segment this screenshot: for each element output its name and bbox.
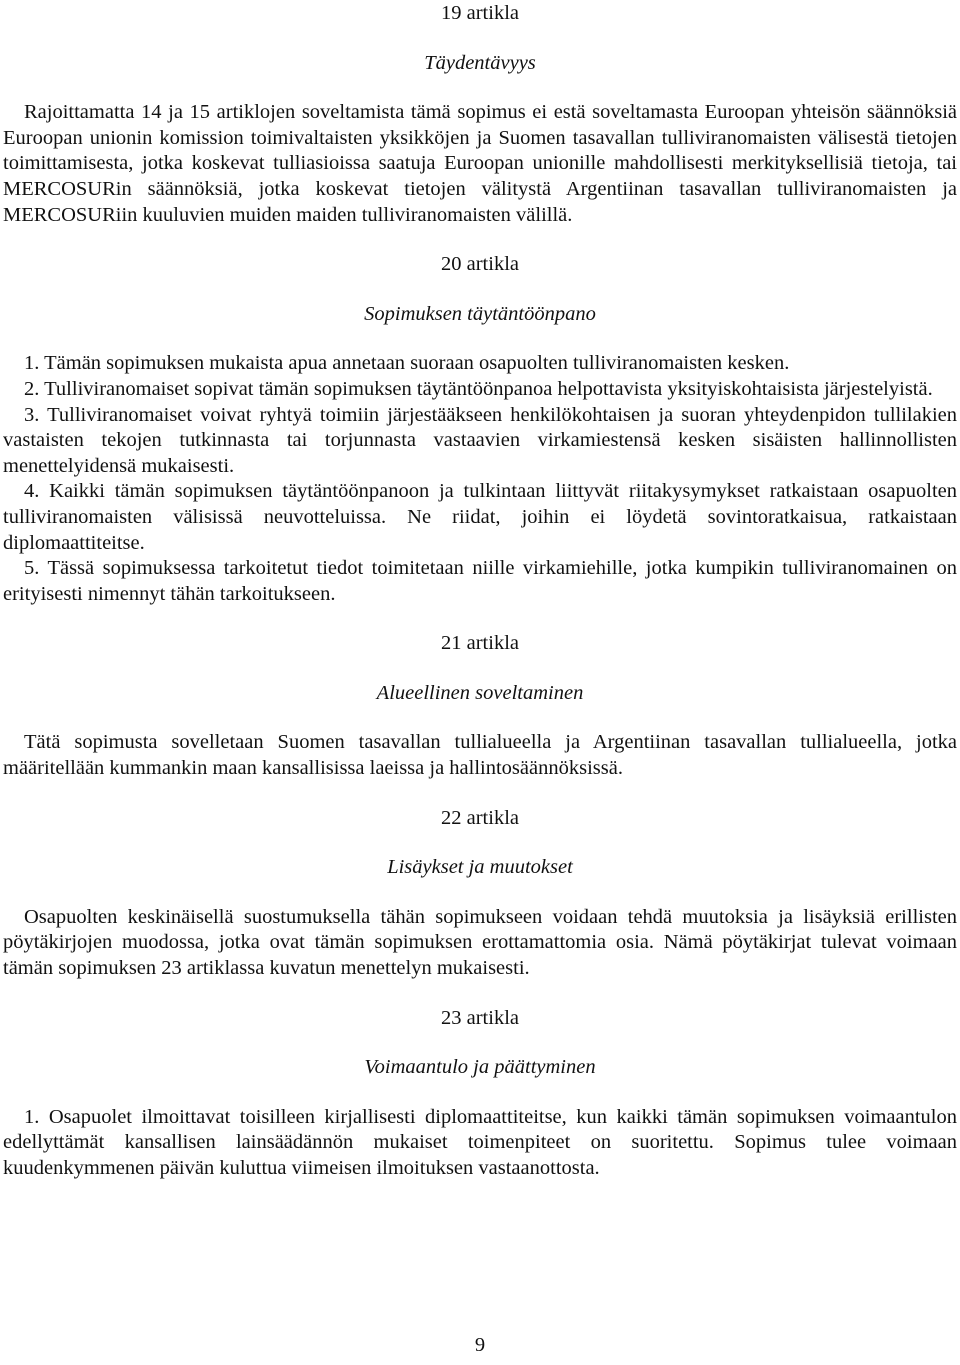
article-paragraph: 4. Kaikki tämän sopimuksen täytäntöönpanoon ja tulkintaan liittyvät riitakysymykset ratkaistaan osapuolten tulliviranomaisten välisissä neuvotteluissa. Ne riidat, joihin ei löydetä sovintoratkaisua, ratkaistaan diplomaattiteitse. bbox=[3, 480, 957, 554]
article-paragraph: 5. Tässä sopimuksessa tarkoitetut tiedot toimitetaan niille virkamiehille, jotka kumpikin tulliviranomainen on erityisesti nimennyt tähän tarkoitukseen. bbox=[3, 557, 957, 605]
page-number: 9 bbox=[474, 1334, 486, 1356]
article-heading: 22 artikla bbox=[441, 806, 519, 829]
article-title: Alueellinen soveltaminen bbox=[376, 681, 584, 704]
article-heading: 23 artikla bbox=[441, 1006, 519, 1029]
article-title: Sopimuksen täytäntöönpano bbox=[364, 302, 596, 325]
article-paragraph: Osapuolten keskinäisellä suostumuksella tähän sopimukseen voidaan tehdä muutoksia ja lisäyksiä erillisten pöytäkirjojen muodossa, jotka ovat tämän sopimuksen erottamattomia osia. Nämä pöytäkirjat tulevat voimaan tämän sopimuksen 23 artiklassa kuvatun menettelyn mukaisesti. bbox=[3, 905, 957, 980]
article-paragraph: 2. Tulliviranomaiset sopivat tämän sopimuksen täytäntöönpanoa helpottavista yksityiskohtaisista järjestelyistä. bbox=[24, 377, 933, 400]
article-heading: 21 artikla bbox=[441, 632, 519, 655]
article-paragraph: Tätä sopimusta sovelletaan Suomen tasavallan tullialueella ja Argentiinan tasavallan tullialueella, jotka määritellään kummankin maan kansallisissa laeissa ja hallintosäännöksissä. bbox=[3, 731, 957, 780]
article-heading: 20 artikla bbox=[441, 253, 519, 276]
article-paragraph: 3. Tulliviranomaiset voivat ryhtyä toimiin järjestääkseen henkilökohtaisen ja suoran yhteydenpidon tullilakien vastaisten tekojen tutkinnasta tai torjunnasta vastaavien virkamiestensä kesken sisäisten hallinnollisten menettelyidensä mukaisesti. bbox=[3, 403, 957, 477]
article-heading: 19 artikla bbox=[441, 2, 519, 24]
article-title: Voimaantulo ja päättyminen bbox=[364, 1056, 596, 1079]
article-title: Lisäykset ja muutokset bbox=[387, 856, 573, 879]
document-page bbox=[3, 0, 957, 1182]
article-paragraph: Rajoittamatta 14 ja 15 artiklojen soveltamista tämä sopimus ei estä soveltamasta Euroopan yhteisön säännöksiä Euroopan unionin komission toimivaltaisten yksikköjen ja Suomen tasavallan tulliviranomaisten välisestä tietojen toimittamisesta, jotka koskevat tulliasioissa saatuja Euroopan unionille mahdollisesti merkityksellisiä tietoja, tai MERCOSURin säännöksiä, jotka koskevat tietojen välitystä Argentiinan tasavallan tulliviranomaisten ja MERCOSURiin kuuluvien muiden maiden tulliviranomaisten välillä. bbox=[3, 101, 957, 226]
article-title: Täydentävyys bbox=[424, 51, 536, 74]
article-paragraph: 1. Tämän sopimuksen mukaista apua annetaan suoraan osapuolten tulliviranomaisten kesken. bbox=[24, 352, 790, 375]
article-paragraph: 1. Osapuolet ilmoittavat toisilleen kirjallisesti diplomaattiteitse, kun kaikki tämän sopimuksen voimaantulon edellyttämät kansallisen lainsäädännön mukaiset toimenpiteet on suoritettu. Sopimus tulee voimaan kuudenkymmenen päivän kuluttua viimeisen ilmoituksen vastaanottosta. bbox=[3, 1105, 957, 1179]
